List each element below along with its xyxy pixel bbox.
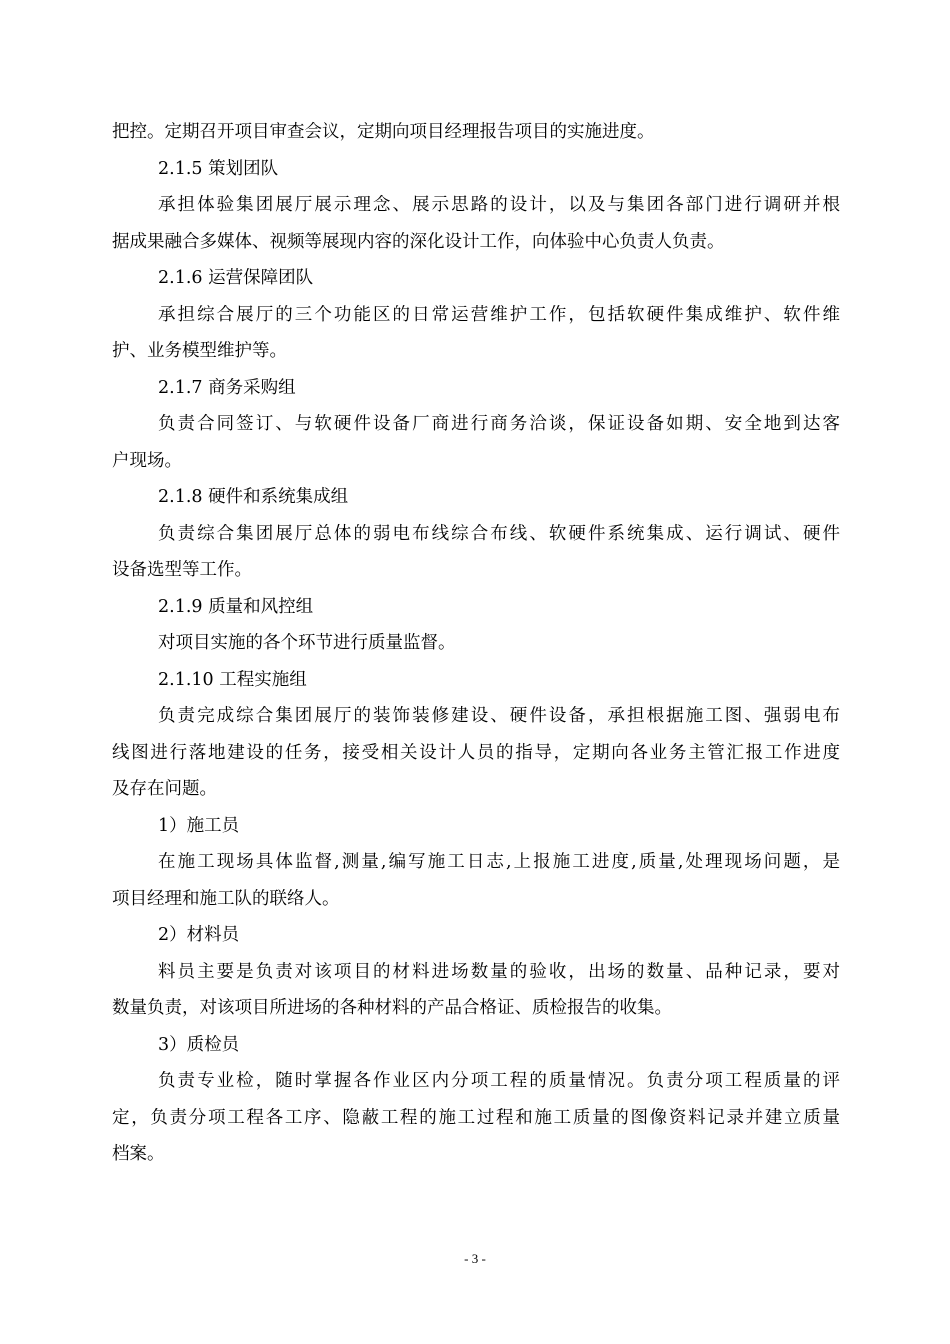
page-body	[112, 114, 840, 1173]
paragraph-line: 对项目实施的各个环节进行质量监督。	[158, 633, 456, 653]
section-heading-2-1-9: 2.1.9 质量和风控组	[158, 596, 314, 617]
paragraph-line: 把控。定期召开项目审查会议，定期向项目经理报告项目的实施进度。	[112, 122, 655, 142]
paragraph-line: 线图进行落地建设的任务，接受相关设计人员的指导，定期向各业务主管汇报工作进度	[112, 742, 840, 763]
section-heading-2-1-6: 2.1.6 运营保障团队	[158, 268, 314, 288]
paragraph-line: 承担体验集团展厅展示理念、展示思路的设计，以及与集团各部门进行调研并根	[158, 195, 840, 215]
paragraph-line: 据成果融合多媒体、视频等展现内容的深化设计工作，向体验中心负责人负责。	[112, 231, 725, 252]
paragraph-line: 负责综合集团展厅总体的弱电布线综合布线、软硬件系统集成、运行调试、硬件	[158, 523, 840, 544]
paragraph-line: 设备选型等工作。	[112, 560, 252, 580]
paragraph-line: 户现场。	[112, 450, 182, 471]
paragraph-line: 承担综合展厅的三个功能区的日常运营维护工作，包括软硬件集成维护、软件维	[158, 304, 840, 325]
paragraph-line: 料员主要是负责对该项目的材料进场数量的验收，出场的数量、品种记录，要对	[158, 961, 840, 982]
paragraph-line: 项目经理和施工队的联络人。	[112, 888, 340, 909]
page-number: - 3 -	[464, 1251, 486, 1266]
section-heading-2-1-10: 2.1.10 工程实施组	[158, 669, 307, 690]
paragraph-line: 负责专业检，随时掌握各作业区内分项工程的质量情况。负责分项工程质量的评	[158, 1071, 840, 1091]
paragraph-line: 负责合同签订、与软硬件设备厂商进行商务洽谈，保证设备如期、安全地到达客	[158, 414, 840, 434]
section-heading-2-1-5: 2.1.5 策划团队	[158, 158, 279, 179]
list-heading-construction-worker: 1）施工员	[158, 815, 240, 836]
paragraph-line: 数量负责，对该项目所进场的各种材料的产品合格证、质检报告的收集。	[112, 998, 672, 1018]
paragraph-line: 定，负责分项工程各工序、隐蔽工程的施工过程和施工质量的图像资料记录并建立质量	[112, 1107, 840, 1128]
paragraph-line: 档案。	[112, 1144, 165, 1164]
section-heading-2-1-7: 2.1.7 商务采购组	[158, 377, 296, 398]
paragraph-line: 负责完成综合集团展厅的装饰装修建设、硬件设备，承担根据施工图、强弱电布	[158, 706, 840, 726]
paragraph-line: 在施工现场具体监督,测量,编写施工日志,上报施工进度,质量,处理现场问题，是	[158, 852, 840, 872]
paragraph-line: 及存在问题。	[112, 779, 217, 799]
list-heading-quality-inspector: 3）质检员	[158, 1034, 240, 1055]
section-heading-2-1-8: 2.1.8 硬件和系统集成组	[158, 487, 349, 507]
list-heading-material-clerk: 2）材料员	[158, 925, 240, 945]
paragraph-line: 护、业务模型维护等。	[112, 341, 287, 361]
